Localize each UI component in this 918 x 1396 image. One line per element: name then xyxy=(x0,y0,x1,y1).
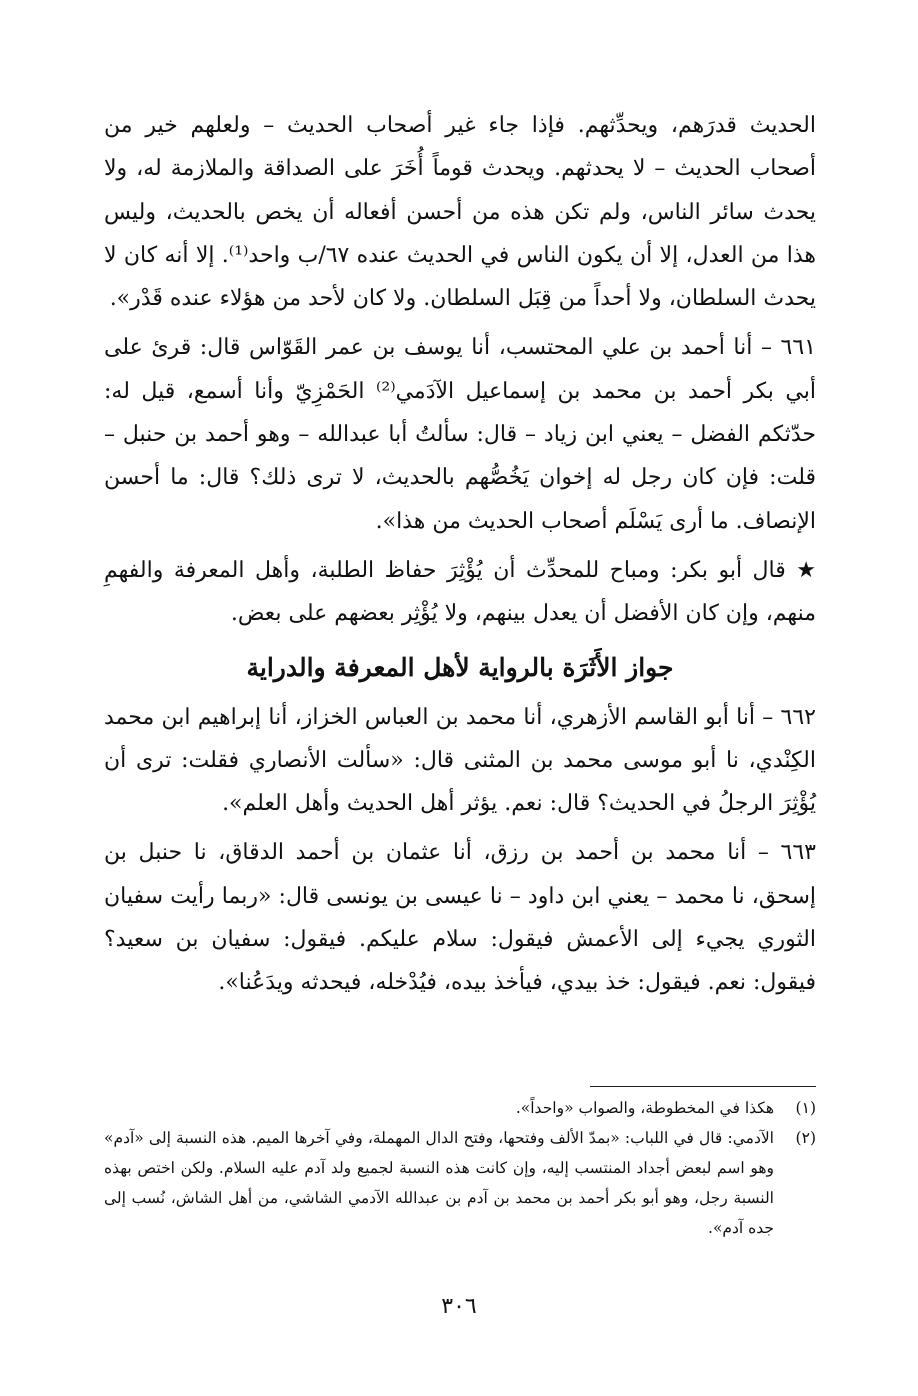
footnote-text: الآدمي: قال في اللباب: «بمدّ الألف وفتحها، وفتح الدال المهملة، وفي آخرها الميم. هذه النسبة إلى «آدم» وهو اسم لبعض أجداد المنتسب إليه، وإن كانت هذه النسبة لجميع ولد آدم عليه السلام. ولكن اختص بهذه النسبة رجل، وهو أبو بكر أحمد بن محمد بن آدم بن عبدالله الآدمي الشاشي، من أهل الشاش، نُسب إلى جده آدم». xyxy=(104,1129,774,1237)
section-heading: جواز الأَثَرَة بالرواية لأهل المعرفة والدراية xyxy=(246,652,674,682)
paragraph-abu-bakr-note: ★ قال أبو بكر: ومباح للمحدِّث أن يُؤْثِرَ حفاظ الطلبة، وأهل المعرفة والفهمِ منهم، وإن كان الأفضل أن يعدل بينهم، ولا يُؤْثِر بعضهم على بعض. xyxy=(104,557,816,627)
main-text xyxy=(104,104,816,1005)
footnote-item xyxy=(104,1093,816,1123)
footnotes xyxy=(104,1093,816,1243)
page-number: ٣٠٦ xyxy=(441,1294,477,1319)
paragraph-continuation: الحديث قدرَهم، ويحدِّثهم. فإذا جاء غير أصحاب الحديث – ولعلهم خير من أصحاب الحديث – لا يحدثهم. ويحدث قوماً أُخَرَ على الصداقة والملازمة له، ولا يحدث سائر الناس، ولم تكن هذه من أحسن أفعاله أن يخص بالحديث، وليس هذا من العدل، إلا أن يكون الناس في الحديث عنده ٦٧/ب واحد⁽¹⁾. إلا أنه كان لا يحدث السلطان، ولا أحداً من قِبَل السلطان. ولا كان لأحد من هؤلاء عنده قَدْر». xyxy=(104,113,817,312)
paragraph-hadith-661: ٦٦١ – أنا أحمد بن علي المحتسب، أنا يوسف بن عمر القَوّاس قال: قرئ على أبي بكر أحمد بن محمد بن إسماعيل الآدَمي⁽²⁾ الحَمْزِيّ وأنا أسمع، قيل له: حدّثكم الفضل – يعني ابن زياد – قال: سألتُ أبا عبدالله – وهو أحمد بن حنبل – قلت: فإن كان رجل له إخوان يَخُصُّهم بالحديث، لا ترى ذلك؟ قال: ما أحسن الإنصاف. ما أرى يَسْلَم أصحاب الحديث من هذا». xyxy=(104,335,817,534)
footnote-item xyxy=(104,1123,816,1243)
footnote-number: (٢) xyxy=(795,1129,816,1147)
footnote-divider xyxy=(590,1086,816,1087)
paragraph-hadith-663: ٦٦٣ – أنا محمد بن أحمد بن رزق، أنا عثمان بن أحمد الدقاق، نا حنبل بن إسحق، نا محمد – يعني ابن داود – نا عيسى بن يونسى قال: «ربما رأيت سفيان الثوري يجيء إلى الأعمش فيقول: سلام عليكم. فيقول: سفيان بن سعيد؟ فيقول: نعم. فيقول: خذ بيدي، فيأخذ بيده، فيُدْخله، فيحدثه ويدَعُنا». xyxy=(104,840,816,996)
footnote-number: (١) xyxy=(795,1099,816,1117)
paragraph-hadith-662: ٦٦٢ – أنا أبو القاسم الأزهري، أنا محمد بن العباس الخزاز، أنا إبراهيم ابن محمد الكِنْدي، نا أبو موسى محمد بن المثنى قال: «سألت الأنصاري فقلت: ترى أن يُؤْثِرَ الرجلُ في الحديث؟ قال: نعم. يؤثر أهل الحديث وأهل العلم». xyxy=(104,704,816,817)
footnote-text: هكذا في المخطوطة، والصواب «واحداً». xyxy=(515,1099,774,1117)
